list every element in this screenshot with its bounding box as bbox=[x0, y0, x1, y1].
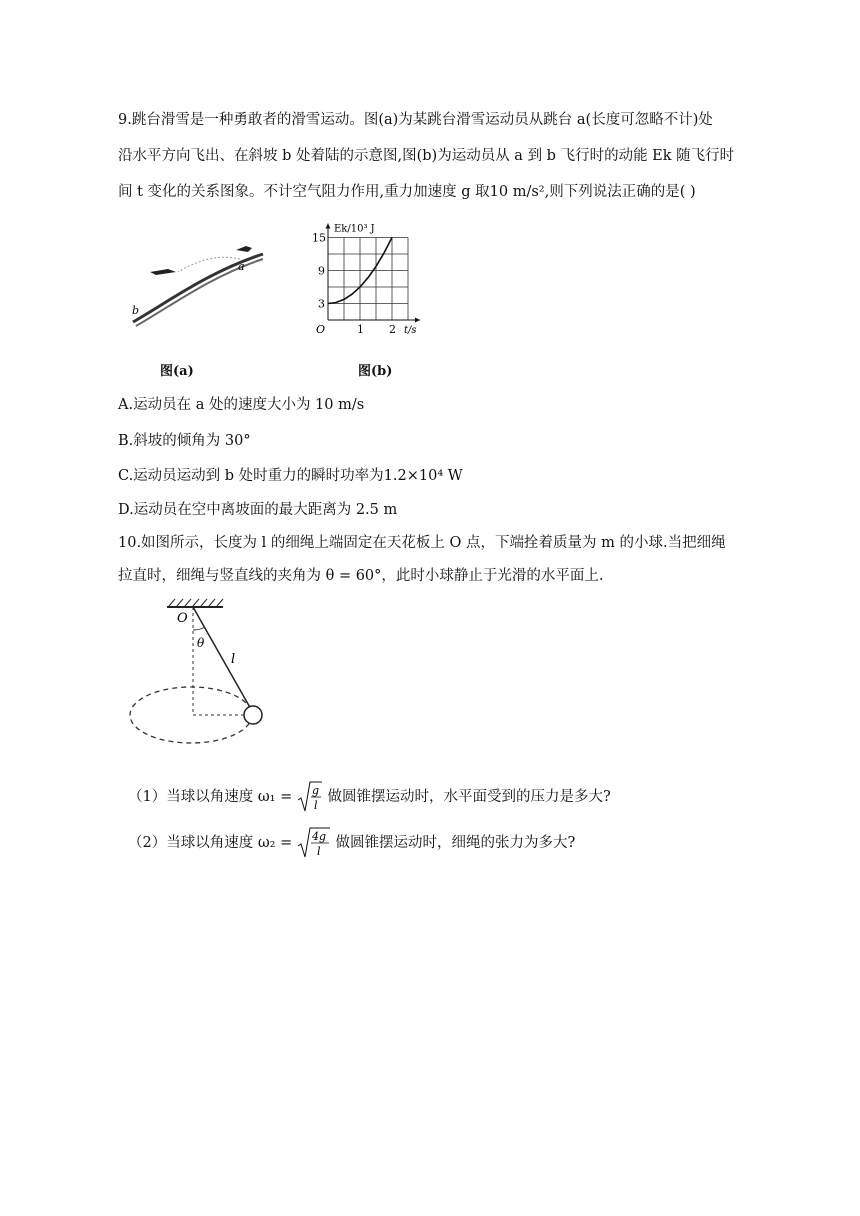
x-axis-arrow bbox=[415, 318, 420, 323]
q10-sub-1 bbox=[128, 780, 611, 814]
figure-b-chart bbox=[300, 208, 450, 338]
q10-sub-2-prefix: （2）当球以角速度 ω₂ = bbox=[128, 835, 297, 851]
pendulum-label-theta: θ bbox=[197, 636, 205, 650]
y-tick-15: 15 bbox=[312, 231, 326, 245]
q9-option-b: B.斜坡的倾角为 30° bbox=[118, 433, 251, 449]
q10-sub-1-suffix: 做圆锥摆运动时，水平面受到的压力是多大? bbox=[322, 789, 611, 805]
q9-option-a: A.运动员在 a 处的速度大小为 10 m/s bbox=[118, 397, 365, 413]
sqrt-g-over-l-icon bbox=[297, 780, 323, 814]
q10-sub-1-prefix: （1）当球以角速度 ω₁ = bbox=[128, 789, 297, 805]
q9-line-3: 间 t 变化的关系图象。不计空气阻力作用,重力加速度 g 取10 m/s²,则下列说法正确的是( ) bbox=[118, 184, 696, 200]
q10-line-2: 拉直时，细绳与竖直线的夹角为 θ = 60°，此时小球静止于光滑的水平面上. bbox=[118, 568, 604, 584]
y-tick-3: 3 bbox=[318, 297, 325, 311]
origin-label: O bbox=[316, 323, 326, 336]
figure-a-ski-slope bbox=[128, 232, 268, 332]
sqrt2-numerator: 4g bbox=[311, 830, 326, 843]
x-tick-2: 2 bbox=[389, 323, 396, 336]
x-tick-1: 1 bbox=[357, 323, 364, 336]
figure-conical-pendulum bbox=[125, 595, 270, 750]
figure-b-caption: 图(b) bbox=[358, 364, 393, 379]
pendulum-label-l: l bbox=[231, 652, 236, 667]
q9-option-d: D.运动员在空中离坡面的最大距离为 2.5 m bbox=[118, 502, 398, 518]
sqrt-4g-over-l-icon bbox=[297, 826, 331, 860]
q10-sub-2 bbox=[128, 826, 575, 860]
y-axis-arrow bbox=[326, 224, 331, 229]
q9-line-1: 9.跳台滑雪是一种勇敢者的滑雪运动。图(a)为某跳台滑雪运动员从跳台 a(长度可忽略不计)处 bbox=[118, 112, 713, 128]
pendulum-label-o: O bbox=[177, 611, 188, 626]
figure-a-caption: 图(a) bbox=[160, 364, 194, 379]
sqrt1-denominator: l bbox=[313, 799, 318, 812]
sqrt2-denominator: l bbox=[316, 845, 321, 858]
y-axis-label: Ek/10³ J bbox=[334, 223, 375, 235]
figure-a-label-a: a bbox=[238, 260, 245, 273]
q9-option-c: C.运动员运动到 b 处时重力的瞬时功率为1.2×10⁴ W bbox=[118, 468, 463, 484]
q10-sub-2-suffix: 做圆锥摆运动时，细绳的张力为多大? bbox=[330, 835, 576, 851]
x-axis-label: t/s bbox=[404, 325, 417, 336]
sqrt1-numerator: g bbox=[311, 784, 319, 797]
y-tick-9: 9 bbox=[318, 264, 325, 278]
figure-a-label-b: b bbox=[132, 304, 140, 317]
q9-line-2: 沿水平方向飞出、在斜坡 b 处着陆的示意图,图(b)为运动员从 a 到 b 飞行时的动能 Ek 随飞行时 bbox=[118, 148, 735, 164]
q10-line-1: 10.如图所示，长度为 l 的细绳上端固定在天花板上 O 点，下端拴着质量为 m 的小球.当把细绳 bbox=[118, 535, 726, 551]
